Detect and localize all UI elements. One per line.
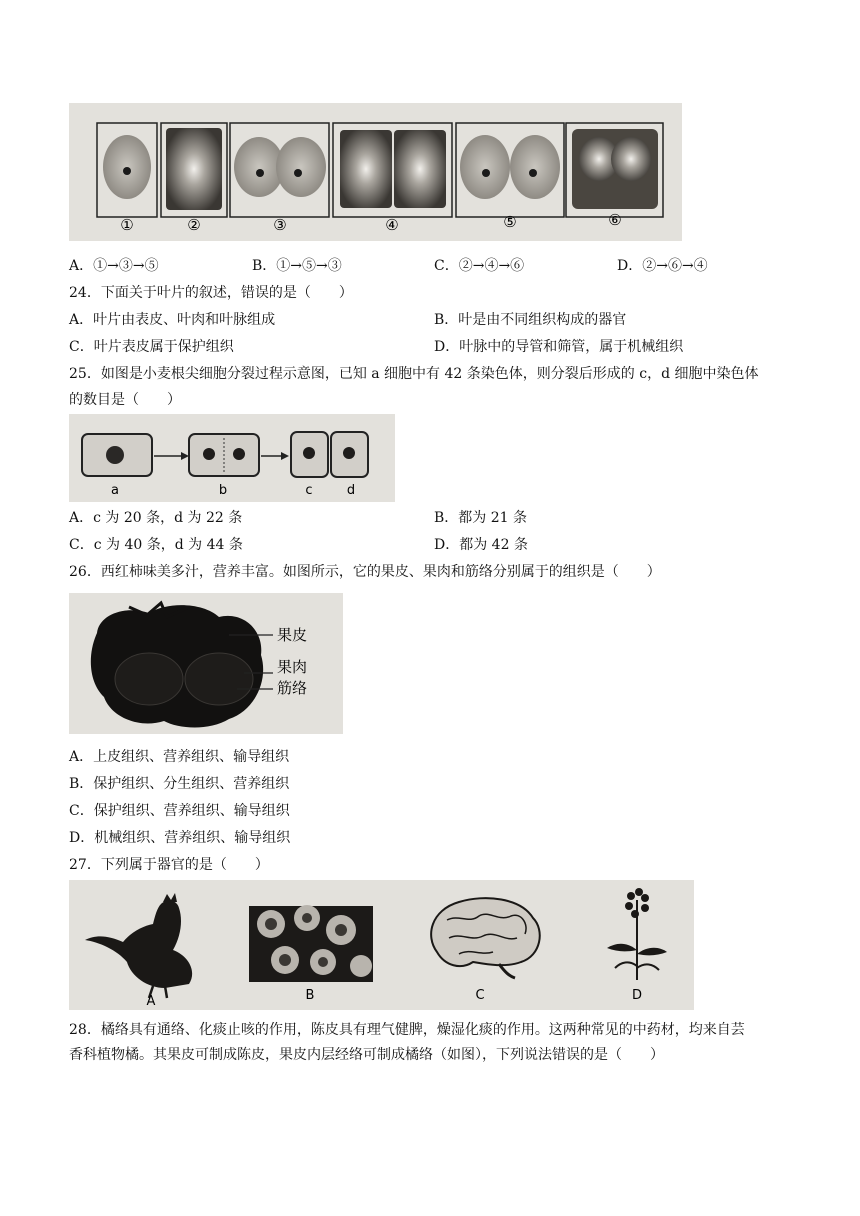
organ-label-a: A — [146, 994, 156, 1009]
organ-label-c: C — [475, 988, 485, 1003]
cell-panel-1 — [97, 123, 157, 217]
cell-panel-3 — [230, 123, 329, 217]
q23-option-d[interactable]: D．②→⑥→④ — [617, 258, 708, 274]
figure-label-a: a — [111, 483, 119, 498]
q24-stem: 24．下面关于叶片的叙述，错误的是（ ） — [69, 285, 353, 301]
organ-label-d: D — [631, 988, 643, 1003]
q26-option-d[interactable]: D．机械组织、营养组织、输导组织 — [69, 830, 291, 846]
q24-option-c[interactable]: C．叶片表皮属于保护组织 — [69, 339, 234, 355]
plant-image — [607, 888, 667, 980]
cell-panel-6 — [566, 123, 663, 217]
root-tip-division-figure-q25 — [69, 414, 395, 502]
brain-image — [431, 898, 540, 978]
q28-stem-line2: 香科植物橘。其果皮可制成陈皮，果皮内层经络可制成橘络（如图），下列说法错误的是（ ） — [69, 1047, 664, 1063]
cell-label-6: ⑥ — [608, 211, 622, 229]
q27-stem: 27．下列属于器官的是（ ） — [69, 857, 269, 873]
cell-division-figure-q23 — [69, 103, 682, 241]
q25-option-b[interactable]: B．都为 21 条 — [434, 510, 528, 526]
blood-cells-image — [249, 905, 373, 982]
rooster-image — [85, 893, 192, 998]
cell-label-1: ① — [120, 216, 134, 234]
q23-option-c[interactable]: C．②→④→⑥ — [434, 258, 525, 274]
tomato-label-flesh: 果肉 — [277, 658, 308, 676]
organ-choices-figure-q27 — [69, 880, 694, 1010]
figure-label-c: c — [305, 483, 313, 498]
cell-panel-2 — [161, 123, 227, 217]
q25-stem-line1: 25．如图是小麦根尖细胞分裂过程示意图，已知 a 细胞中有 42 条染色体，则分裂后形成的 c，d 细胞中染色体 — [69, 366, 759, 382]
q24-option-a[interactable]: A．叶片由表皮、叶肉和叶脉组成 — [69, 312, 276, 328]
q26-option-a[interactable]: A．上皮组织、营养组织、输导组织 — [69, 749, 290, 765]
cell-label-4: ④ — [385, 216, 399, 234]
q25-stem-line2: 的数目是（ ） — [69, 392, 181, 408]
cell-panel-4 — [333, 123, 452, 217]
q23-option-b[interactable]: B．①→⑤→③ — [252, 258, 342, 274]
q26-option-c[interactable]: C．保护组织、营养组织、输导组织 — [69, 803, 290, 819]
q23-option-a[interactable]: A．①→③→⑤ — [69, 258, 159, 274]
tomato-label-peel: 果皮 — [277, 626, 308, 644]
q28-stem-line1: 28．橘络具有通络、化痰止咳的作用，陈皮具有理气健脾，燥湿化痰的作用。这两种常见的中药材，均来自芸 — [69, 1022, 745, 1038]
cell-label-5: ⑤ — [503, 213, 517, 231]
q26-stem: 26．西红柿味美多汁，营养丰富。如图所示，它的果皮、果肉和筋络分别属于的组织是（ ） — [69, 564, 661, 580]
q24-option-d[interactable]: D．叶脉中的导管和筛管，属于机械组织 — [434, 339, 684, 355]
organ-label-b: B — [305, 988, 315, 1003]
tomato-label-veins: 筋络 — [277, 679, 308, 697]
cell-label-3: ③ — [273, 216, 287, 234]
q24-option-b[interactable]: B．叶是由不同组织构成的器官 — [434, 312, 627, 328]
q25-option-d[interactable]: D．都为 42 条 — [434, 537, 528, 553]
cell-label-2: ② — [187, 216, 201, 234]
tomato-figure-q26 — [69, 593, 343, 734]
figure-label-b: b — [218, 483, 228, 498]
q25-option-c[interactable]: C．c 为 40 条，d 为 44 条 — [69, 537, 243, 553]
q26-option-b[interactable]: B．保护组织、分生组织、营养组织 — [69, 776, 290, 792]
figure-label-d: d — [346, 483, 356, 498]
q25-option-a[interactable]: A．c 为 20 条，d 为 22 条 — [69, 510, 243, 526]
cell-panel-5 — [456, 123, 564, 217]
